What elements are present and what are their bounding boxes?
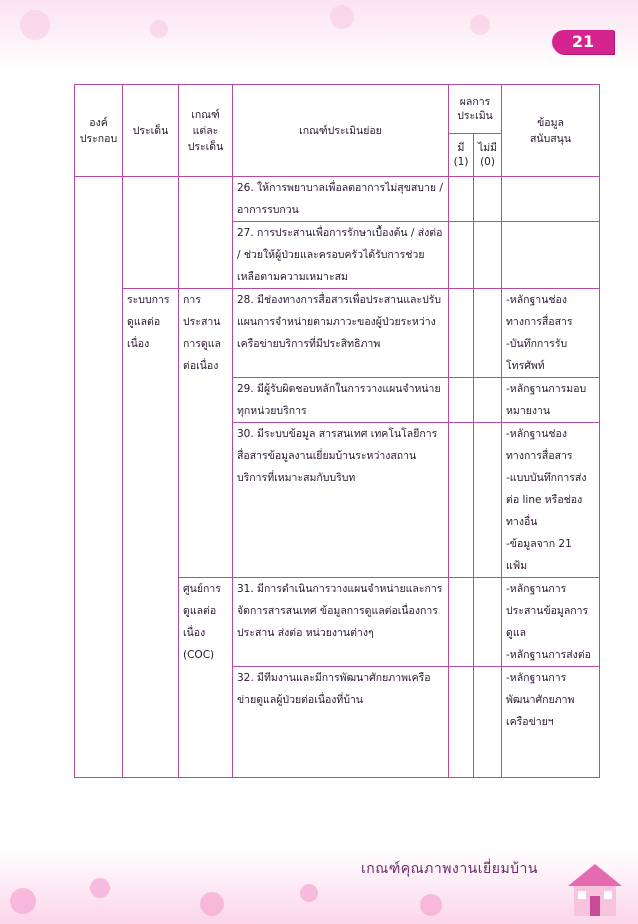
issue-cell: ระบบการดูแลต่อเนื่อง [123, 289, 179, 778]
house-icon [560, 858, 630, 920]
flower-decoration [200, 892, 224, 916]
has-cell [449, 289, 474, 378]
header-has-not: ไม่มี (0) [474, 134, 502, 177]
support-cell: -หลักฐานช่องทางการสื่อสาร -แบบบันทึกการส่งต่อ line หรือช่องทางอื่น -ข้อมูลจาก 21 แฟ้ม [502, 423, 600, 578]
support-cell: -หลักฐานช่องทางการสื่อสาร -บันทึกการรับโทรศัพท์ [502, 289, 600, 378]
footer-decoration [0, 848, 638, 924]
has-cell [449, 423, 474, 578]
has-cell [449, 222, 474, 289]
criteria-cell: การประสานการดูแลต่อเนื่อง [179, 289, 233, 578]
sub-criteria-cell: 29. มีผู้รับผิดชอบหลักในการวางแผนจำหน่ายทุกหน่วยบริการ [233, 378, 449, 423]
has-not-cell [474, 667, 502, 778]
has-cell [449, 378, 474, 423]
sub-criteria-cell: 32. มีทีมงานและมีการพัฒนาศักยภาพเครือข่ายดูแลผู้ป่วยต่อเนื่องที่บ้าน [233, 667, 449, 778]
has-not-cell [474, 578, 502, 667]
has-not-cell [474, 222, 502, 289]
criteria-cell: ศูนย์การดูแลต่อเนื่อง (COC) [179, 578, 233, 778]
support-cell [502, 222, 600, 289]
sub-criteria-cell: 27. การประสานเพื่อการรักษาเบื้องต้น / ส่งต่อ / ช่วยให้ผู้ป่วยและครอบครัวได้รับการช่วยเหลือตามความเหมาะสม [233, 222, 449, 289]
sub-criteria-cell: 28. มีช่องทางการสื่อสารเพื่อประสานและปรับแผนการจำหน่ายตามภาวะของผู้ป่วยระหว่างเครือข่ายบริการที่มีประสิทธิภาพ [233, 289, 449, 378]
table-row [75, 289, 600, 378]
support-cell [502, 177, 600, 222]
header-sub-criteria: เกณฑ์ประเมินย่อย [233, 85, 449, 177]
has-not-cell [474, 423, 502, 578]
flower-decoration [90, 878, 110, 898]
sub-criteria-cell: 26. ให้การพยาบาลเพื่อลดอาการไม่สุขสบาย / อาการรบกวน [233, 177, 449, 222]
has-cell [449, 667, 474, 778]
has-not-cell [474, 378, 502, 423]
issue-cell [123, 177, 179, 289]
page-number: 21 [552, 30, 614, 54]
header-criteria: เกณฑ์ แต่ละ ประเด็น [179, 85, 233, 177]
has-not-cell [474, 177, 502, 222]
header-has: มี (1) [449, 134, 474, 177]
header-decoration [0, 0, 638, 70]
bubble-decoration [330, 5, 354, 29]
flower-decoration [10, 888, 36, 914]
bubble-decoration [150, 20, 168, 38]
flower-decoration [300, 884, 318, 902]
sub-criteria-cell: 30. มีระบบข้อมูล สารสนเทศ เทคโนโลยีการสื่อสารข้อมูลงานเยี่ยมบ้านระหว่างสถานบริการที่เหมาะสมกับบริบท [233, 423, 449, 578]
flower-decoration [420, 894, 442, 916]
support-cell: -หลักฐานการพัฒนาศักยภาพเครือข่ายฯ [502, 667, 600, 778]
support-cell: -หลักฐานการประสานข้อมูลการดูแล -หลักฐานการส่งต่อ [502, 578, 600, 667]
header-issue: ประเด็น [123, 85, 179, 177]
criteria-cell [179, 177, 233, 289]
table-header-row [75, 85, 600, 134]
bubble-decoration [20, 10, 50, 40]
footer-title: เกณฑ์คุณภาพงานเยี่ยมบ้าน [360, 861, 538, 877]
support-cell: -หลักฐานการมอบหมายงาน [502, 378, 600, 423]
header-support: ข้อมูล สนับสนุน [502, 85, 600, 177]
bubble-decoration [470, 15, 490, 35]
header-component: องค์ ประกอบ [75, 85, 123, 177]
header-result: ผลการ ประเมิน [449, 85, 502, 134]
component-cell [75, 177, 123, 778]
sub-criteria-cell: 31. มีการดำเนินการวางแผนจำหน่ายและการจัดการสารสนเทศ ข้อมูลการดูแลต่อเนื่องการประสาน ส่งต่อ หน่วยงานต่างๆ [233, 578, 449, 667]
table-row [75, 177, 600, 222]
evaluation-table [74, 84, 600, 778]
has-not-cell [474, 289, 502, 378]
has-cell [449, 177, 474, 222]
has-cell [449, 578, 474, 667]
